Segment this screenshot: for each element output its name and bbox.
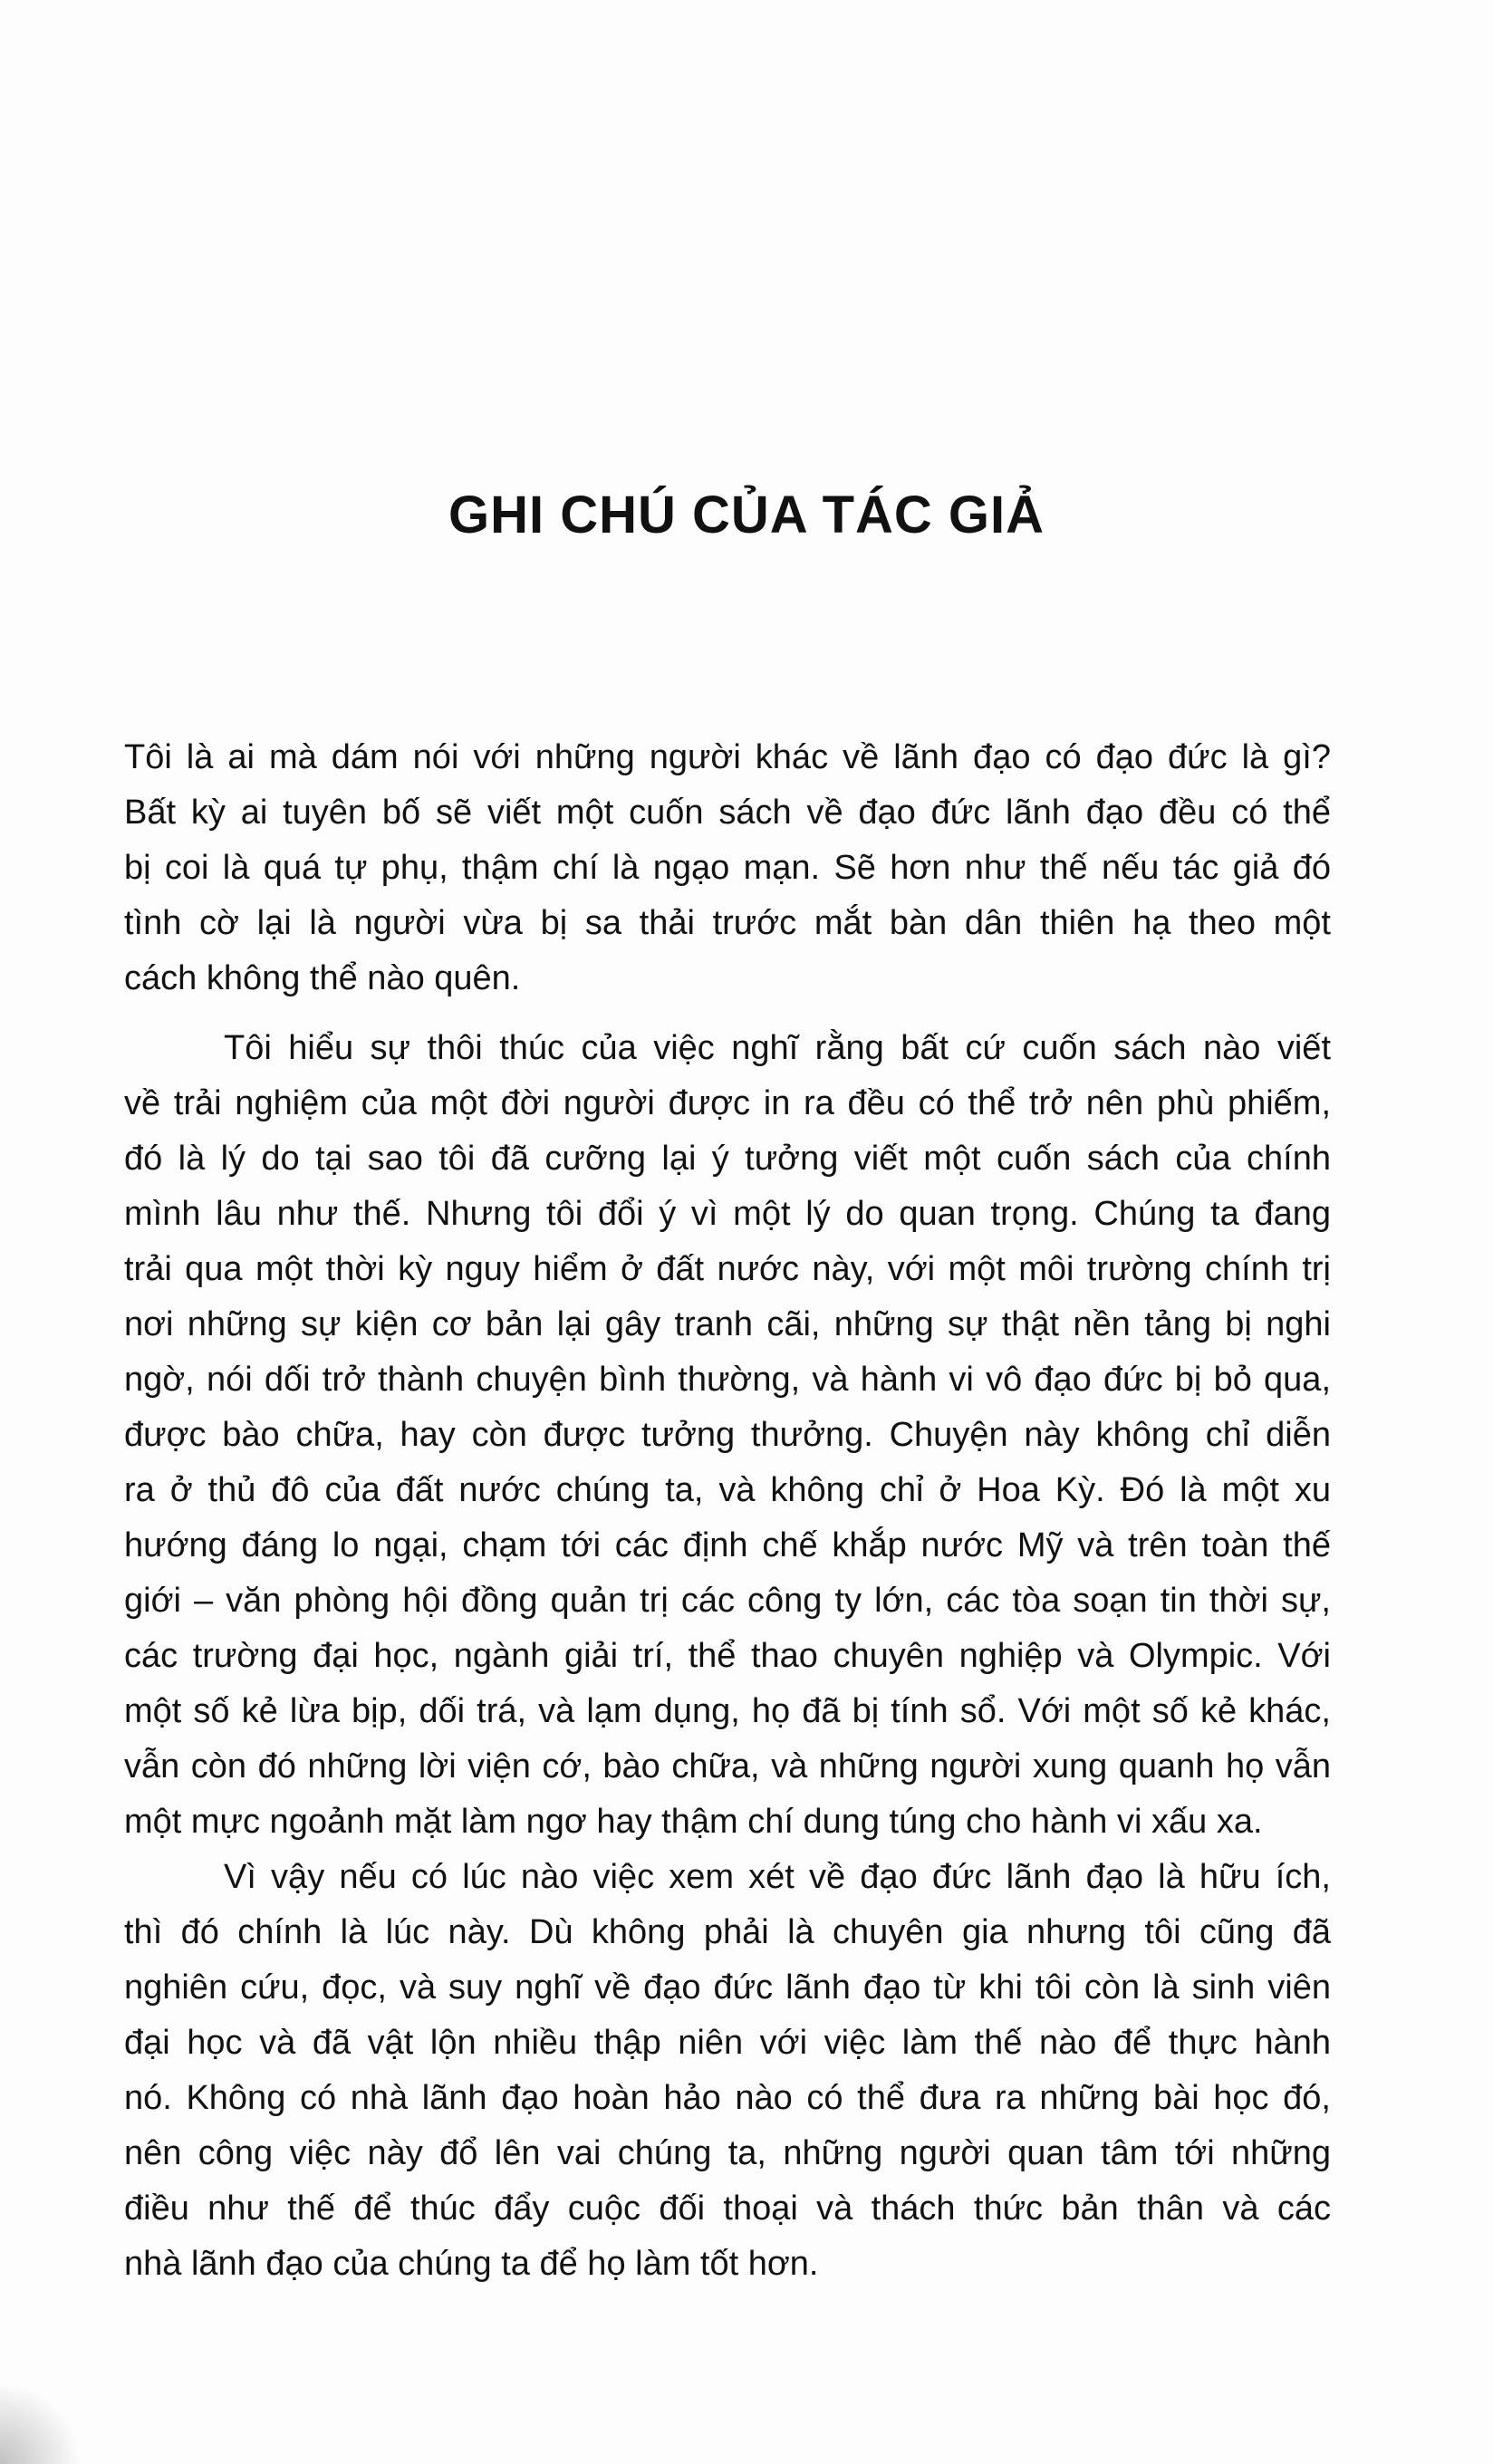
- text-line: nhà lãnh đạo của chúng ta để họ làm tốt hơn.: [124, 2245, 819, 2283]
- chapter-title: GHI CHÚ CỦA TÁC GIẢ: [448, 486, 1045, 544]
- text-line: hướng đáng lo ngại, chạm tới các định chế khắp nước Mỹ và trên toàn thế: [124, 1526, 1331, 1564]
- text-line: các trường đại học, ngành giải trí, thể thao chuyên nghiệp và Olympic. Với: [124, 1637, 1331, 1675]
- text-line: Tôi là ai mà dám nói với những người khác về lãnh đạo có đạo đức là gì?: [124, 738, 1331, 776]
- text-line: điều như thế để thúc đẩy cuộc đối thoại và thách thức bản thân và các: [124, 2190, 1331, 2228]
- text-line: mình lâu như thế. Nhưng tôi đổi ý vì một lý do quan trọng. Chúng ta đang: [124, 1195, 1331, 1233]
- text-line: một mực ngoảnh mặt làm ngơ hay thậm chí dung túng cho hành vi xấu xa.: [124, 1803, 1263, 1841]
- text-line: thì đó chính là lúc này. Dù không phải là chuyên gia nhưng tôi cũng đã: [124, 1913, 1331, 1951]
- paragraph-2: [124, 1021, 1331, 1850]
- text-line: Bất kỳ ai tuyên bố sẽ viết một cuốn sách về đạo đức lãnh đạo đều có thể: [124, 794, 1331, 832]
- text-line: đó là lý do tại sao tôi đã cưỡng lại ý tưởng viết một cuốn sách của chính: [124, 1140, 1331, 1178]
- text-line: giới – văn phòng hội đồng quản trị các công ty lớn, các tòa soạn tin thời sự,: [124, 1582, 1331, 1620]
- text-line: tình cờ lại là người vừa bị sa thải trước mắt bàn dân thiên hạ theo một: [124, 904, 1331, 942]
- text-line: một số kẻ lừa bịp, dối trá, và lạm dụng, họ đã bị tính sổ. Với một số kẻ khác,: [124, 1692, 1331, 1730]
- text-line: ra ở thủ đô của đất nước chúng ta, và không chỉ ở Hoa Kỳ. Đó là một xu: [124, 1471, 1331, 1509]
- text-line: ngờ, nói dối trở thành chuyện bình thường, và hành vi vô đạo đức bị bỏ qua,: [124, 1361, 1331, 1399]
- text-line: được bào chữa, hay còn được tưởng thưởng. Chuyện này không chỉ diễn: [124, 1416, 1331, 1454]
- text-line: vẫn còn đó những lời viện cớ, bào chữa, và những người xung quanh họ vẫn: [124, 1747, 1331, 1785]
- text-line: đại học và đã vật lộn nhiều thập niên với việc làm thế nào để thực hành: [124, 2024, 1331, 2062]
- text-line: Vì vậy nếu có lúc nào việc xem xét về đạo đức lãnh đạo là hữu ích,: [224, 1858, 1331, 1896]
- paragraph-3: [124, 1850, 1331, 2292]
- paragraph-1: [124, 730, 1331, 1006]
- text-line: về trải nghiệm của một đời người được in ra đều có thể trở nên phù phiếm,: [124, 1084, 1331, 1122]
- scan-shadow: [0, 2382, 82, 2464]
- text-line: trải qua một thời kỳ nguy hiểm ở đất nước này, với một môi trường chính trị: [124, 1250, 1331, 1288]
- text-line: Tôi hiểu sự thôi thúc của việc nghĩ rằng bất cứ cuốn sách nào viết: [224, 1029, 1331, 1067]
- text-line: nghiên cứu, đọc, và suy nghĩ về đạo đức lãnh đạo từ khi tôi còn là sinh viên: [124, 1968, 1331, 2007]
- text-line: nó. Không có nhà lãnh đạo hoàn hảo nào có thể đưa ra những bài học đó,: [124, 2079, 1331, 2117]
- text-line: nơi những sự kiện cơ bản lại gây tranh cãi, những sự thật nền tảng bị nghi: [124, 1305, 1331, 1343]
- text-line: cách không thể nào quên.: [124, 959, 521, 997]
- text-line: bị coi là quá tự phụ, thậm chí là ngạo mạn. Sẽ hơn như thế nếu tác giả đó: [124, 849, 1331, 887]
- text-line: nên công việc này đổ lên vai chúng ta, những người quan tâm tới những: [124, 2134, 1331, 2172]
